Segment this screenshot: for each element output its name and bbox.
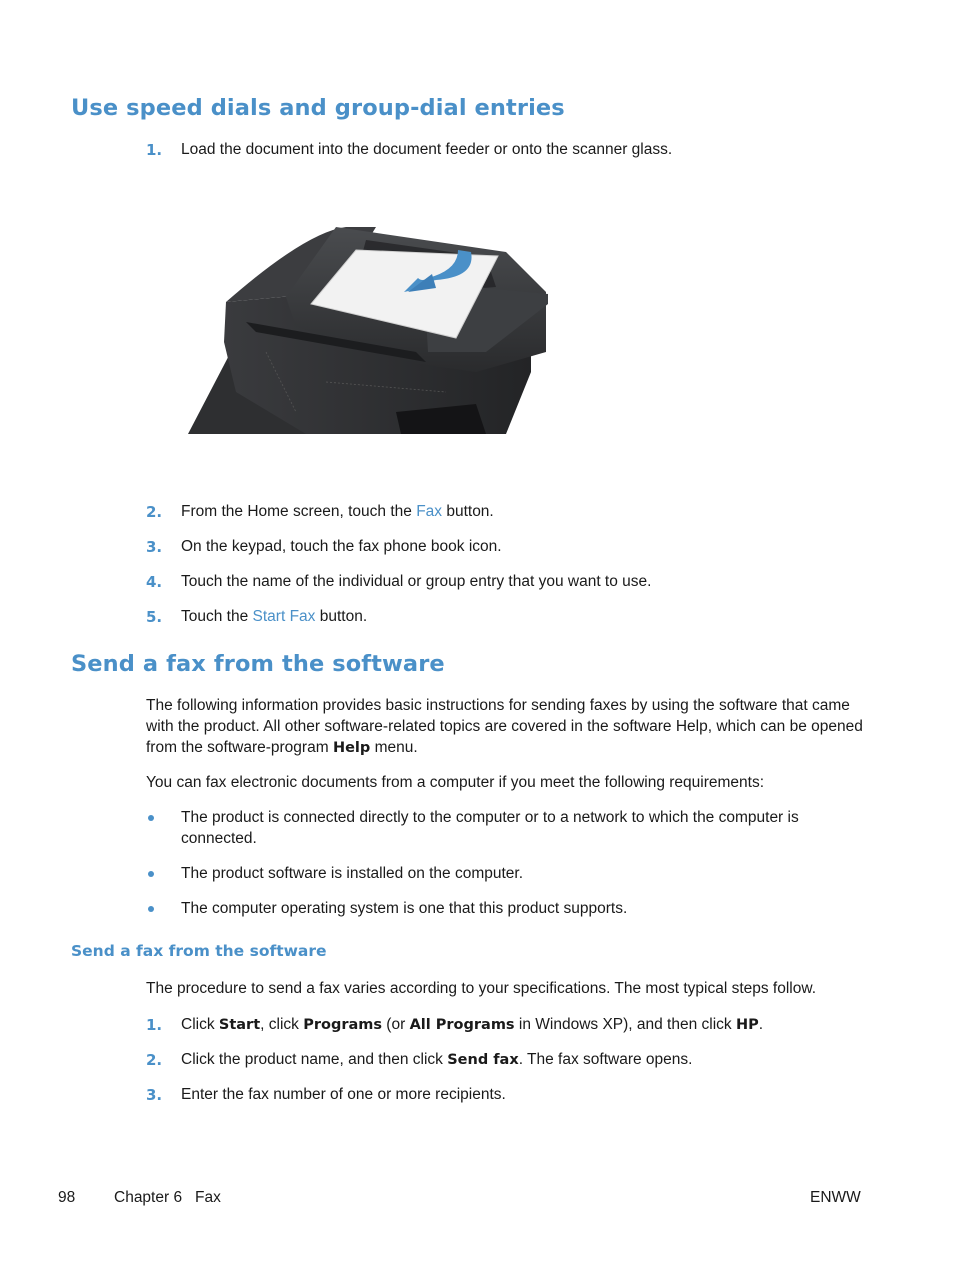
- step-text-part: From the Home screen, touch the: [181, 503, 417, 520]
- bullet-text: The product software is installed on the computer.: [181, 865, 524, 882]
- step-text: [181, 501, 871, 522]
- programs-ref: Programs: [303, 1017, 382, 1033]
- step-number: 3.: [146, 538, 163, 556]
- step-number: 2.: [146, 503, 163, 521]
- step-number: 2.: [146, 1051, 163, 1069]
- all-programs-ref: All Programs: [409, 1017, 515, 1033]
- step-text: Touch the name of the individual or group entry that you want to use.: [181, 573, 652, 590]
- step-text-part: , click: [260, 1016, 304, 1033]
- document-code: ENWW: [810, 1189, 861, 1206]
- bullet-dot: [148, 815, 154, 821]
- subsection-title: Send a fax from the software: [71, 942, 327, 960]
- intro-text: The following information provides basic instructions for sending faxes by using the software that came with the product. All other software-related topics are covered in the software Help, which can be opened from the software-program: [146, 697, 863, 756]
- step-text: [181, 606, 871, 627]
- step-text: [181, 1014, 871, 1036]
- step-number: 3.: [146, 1086, 163, 1104]
- subsection-intro: The procedure to send a fax varies according to your specifications. The most typical steps follow.: [146, 980, 816, 997]
- step-text: Enter the fax number of one or more recipients.: [181, 1086, 506, 1103]
- step-text-part: (or: [382, 1016, 410, 1033]
- fax-button-ref: Fax: [416, 503, 443, 520]
- step-text-part: Click the product name, and then click: [181, 1051, 448, 1068]
- step-text: Load the document into the document feeder or onto the scanner glass.: [181, 141, 673, 158]
- step-text-part: button.: [315, 608, 368, 625]
- step-text-part: in Windows XP), and then click: [514, 1016, 736, 1033]
- step-number: 1.: [146, 141, 163, 159]
- page-number: 98: [58, 1189, 76, 1206]
- document-feeder-illustration: [186, 222, 554, 436]
- step-text-part: Touch the: [181, 608, 253, 625]
- section-title-send-fax-software: Send a fax from the software: [71, 651, 445, 677]
- step-text-part: .: [758, 1016, 764, 1033]
- send-fax-ref: Send fax: [447, 1052, 519, 1068]
- step-number: 1.: [146, 1016, 163, 1034]
- start-fax-button-ref: Start Fax: [252, 608, 316, 625]
- bullet-dot: [148, 906, 154, 912]
- bullet-text: The product is connected directly to the computer or to a network to which the computer is connected.: [181, 809, 799, 847]
- start-ref: Start: [218, 1017, 261, 1033]
- requirements-lead: You can fax electronic documents from a computer if you meet the following requirements:: [146, 774, 765, 791]
- chapter-label: Chapter 6 Fax: [114, 1189, 221, 1206]
- step-text-part: . The fax software opens.: [518, 1051, 693, 1068]
- step-text-part: Click: [181, 1016, 219, 1033]
- step-number: 5.: [146, 608, 163, 626]
- step-text-part: button.: [442, 503, 494, 520]
- step-text: [181, 1049, 871, 1071]
- section-title-speed-dials: Use speed dials and group-dial entries: [71, 95, 565, 121]
- step-number: 4.: [146, 573, 163, 591]
- intro-text: menu.: [370, 739, 418, 756]
- bullet-text: The computer operating system is one that this product supports.: [181, 900, 628, 917]
- help-menu-ref: Help: [332, 740, 371, 756]
- hp-ref: HP: [735, 1017, 759, 1033]
- step-text: On the keypad, touch the fax phone book icon.: [181, 538, 502, 555]
- intro-paragraph: [146, 695, 871, 759]
- bullet-dot: [148, 871, 154, 877]
